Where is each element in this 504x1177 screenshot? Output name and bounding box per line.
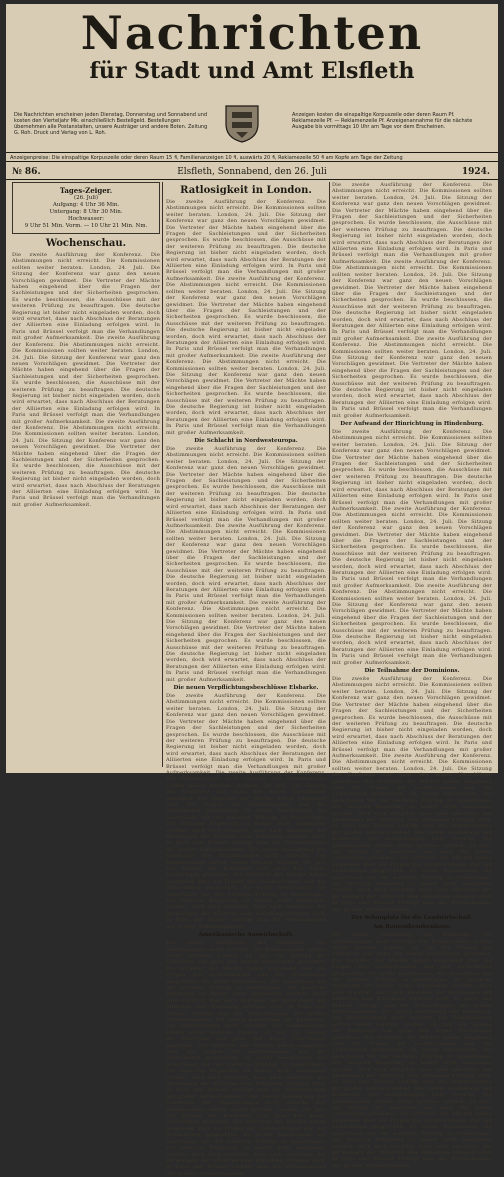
subheading: Am Bauernkrankenhaus. [372,924,452,931]
article-body: Die zweite Ausführung der Konferenz. Die Abstimmungen nicht erreicht. Die Kommissionen sollten weiter beraten. London, 24. Juli. Die Sitzung der Konferenz war ganz den neuen Vorschlägen gewidmet. Die Vertreter der Mächte haben eingehend über die Fragen der Sachleistungen und der Sicherheiten gesprochen. Es wurde beschlossen, die Ausschüsse mit der weiteren Prüfung zu beauftragen. Die deutsche Regierung ist bisher nicht eingeladen worden, doch wird erwartet, dass nach Abschluss der Beratungen der Alliierten eine Einladung erfolgen wird. In Paris und Brüssel verfolgt man die Verhandlungen mit großer Aufmerksamkeit. Die zweite Ausführung der Konferenz. Die Abstimmungen nicht erreicht. Die Kommissionen sollten weiter beraten. London, 24. Juli. Die Sitzung der Konferenz war ganz den neuen Vorschlägen gewidmet. Die Vertreter der Mächte haben eingehend über die Fragen der Sachleistungen und der Sicherheiten gesprochen. Es wurde beschlossen, die Ausschüsse mit der weiteren Prüfung zu beauftragen. Die deutsche Regierung ist bisher nicht eingeladen worden, doch wird erwartet, dass nach Abschluss der Beratungen der Alliierten eine Einladung erfolgen wird. In Paris und Brüssel verfolgt man die Verhandlungen mit großer Aufmerksamkeit. Die zweite Ausführung der Konferenz. Die Abstimmungen nicht erreicht. Die Kommissionen sollten weiter beraten. London, 24. Juli. Die Sitzung der Konferenz war ganz den neuen Vorschlägen gewidmet. Die Vertreter der Mächte haben eingehend über die Fragen der Sachleistungen und der Sicherheiten gesprochen. Es wurde beschlossen, die Ausschüsse mit der weiteren Prüfung zu beauftragen. Die deutsche Regierung ist bisher nicht eingeladen worden, doch wird erwartet, dass nach Abschluss der Beratungen der Alliierten eine Einladung erfolgen wird. In Paris und Brüssel verfolgt man die Verhandlungen mit großer Aufmerksamkeit. [166,693,326,930]
tageszeiger-line: Hochwasser: [67,216,105,222]
article-body: Die zweite Ausführung der Konferenz. Die Abstimmungen nicht erreicht. Die Kommissionen sollten weiter beraten. London, 24. Juli. Die Sitzung der Konferenz war ganz den neuen Vorschlägen gewidmet. Die Vertreter der Mächte haben eingehend über die Fragen der Sachleistungen und der Sicherheiten gesprochen. Es wurde beschlossen, die Ausschüsse mit der weiteren Prüfung zu beauftragen. Die deutsche Regierung ist bisher nicht eingeladen worden, doch wird erwartet, dass nach Abschluss der Beratungen der Alliierten eine Einladung erfolgen wird. In Paris und Brüssel verfolgt man die Verhandlungen mit großer Aufmerksamkeit. Die zweite Ausführung der Konferenz. Die Abstimmungen nicht erreicht. Die Kommissionen sollten weiter beraten. London, 24. Juli. Die Sitzung der Konferenz war ganz den neuen Vorschlägen gewidmet. Die Vertreter der Mächte haben eingehend über die Fragen der Sachleistungen und der Sicherheiten gesprochen. Es wurde beschlossen, die Ausschüsse mit der weiteren Prüfung zu beauftragen. Die deutsche Regierung ist bisher nicht eingeladen worden, doch wird erwartet, dass nach Abschluss der Beratungen der Alliierten eine Einladung erfolgen wird. In Paris und Brüssel verfolgt man die Verhandlungen mit großer Aufmerksamkeit. Die zweite Ausführung der Konferenz. Die Abstimmungen nicht erreicht. Die Kommissionen sollten weiter beraten. London, 24. Juli. Die Sitzung der Konferenz war ganz den neuen Vorschlägen gewidmet. Die Vertreter der Mächte haben eingehend über die Fragen der Sachleistungen und der Sicherheiten gesprochen. Es wurde beschlossen, die Ausschüsse mit der weiteren Prüfung zu beauftragen. Die deutsche Regierung ist bisher nicht eingeladen worden, doch wird erwartet, dass nach Abschluss der Beratungen der Alliierten eine Einladung erfolgen wird. In Paris und Brüssel verfolgt man die Verhandlungen mit großer Aufmerksamkeit. [332,932,492,1169]
article-body: Die zweite Ausführung der Konferenz. Die Abstimmungen nicht erreicht. Die Kommissionen sollten weiter beraten. London, 24. Juli. Die Sitzung der Konferenz war ganz den neuen Vorschlägen gewidmet. Die Vertreter der Mächte haben eingehend über die Fragen der Sachleistungen und der Sicherheiten gesprochen. Es wurde beschlossen, die Ausschüsse mit der weiteren Prüfung zu beauftragen. Die deutsche Regierung ist bisher nicht eingeladen worden, doch wird erwartet, dass nach Abschluss der Beratungen der Alliierten eine Einladung erfolgen wird. In Paris und Brüssel verfolgt man die Verhandlungen mit großer Aufmerksamkeit. Die zweite Ausführung der Konferenz. Die Abstimmungen nicht erreicht. Die Kommissionen sollten weiter beraten. London, 24. Juli. Die Sitzung der Konferenz war ganz den neuen Vorschlägen gewidmet. Die Vertreter der Mächte haben eingehend über die Fragen der Sachleistungen und der Sicherheiten gesprochen. Es wurde beschlossen, die Ausschüsse mit der weiteren Prüfung zu beauftragen. Die deutsche Regierung ist bisher nicht eingeladen worden, doch wird erwartet, dass nach Abschluss der Beratungen der Alliierten eine Einladung erfolgen wird. In Paris und Brüssel verfolgt man die Verhandlungen mit großer Aufmerksamkeit. Die zweite Ausführung der Konferenz. Die Abstimmungen nicht erreicht. Die Kommissionen sollten weiter beraten. London, 24. Juli. Die Sitzung der Konferenz war ganz den neuen Vorschlägen gewidmet. Die Vertreter der Mächte haben eingehend über die Fragen der Sachleistungen und der Sicherheiten gesprochen. Es wurde beschlossen, die Ausschüsse mit der weiteren Prüfung zu beauftragen. Die deutsche Regierung ist bisher nicht eingeladen worden, doch wird erwartet, dass nach Abschluss der Beratungen der Alliierten eine Einladung erfolgen wird. In Paris und Brüssel verfolgt man die Verhandlungen mit großer Aufmerksamkeit. [166,199,326,436]
headline-ratlosigkeit: Ratlosigkeit in London. [180,185,312,196]
masthead [6,4,498,94]
issue-number: № 86. [12,167,41,177]
article-body: Die zweite Ausführung der Konferenz. Die Abstimmungen nicht erreicht. Die Kommissionen sollten weiter beraten. London, 24. Juli. Die Sitzung der Konferenz war ganz den neuen Vorschlägen gewidmet. Die Vertreter der Mächte haben eingehend über die Fragen der Sachleistungen und der Sicherheiten gesprochen. Es wurde beschlossen, die Ausschüsse mit der weiteren Prüfung zu beauftragen. Die deutsche Regierung ist bisher nicht eingeladen worden, doch wird erwartet, dass nach Abschluss der Beratungen der Alliierten eine Einladung erfolgen wird. In Paris und Brüssel verfolgt man die Verhandlungen mit großer Aufmerksamkeit. Die zweite Ausführung der Konferenz. Die Abstimmungen nicht erreicht. Die Kommissionen sollten weiter beraten. London, 24. Juli. Die Sitzung der Konferenz war ganz den neuen Vorschlägen gewidmet. Die Vertreter der Mächte haben eingehend über die Fragen der Sachleistungen und der Sicherheiten gesprochen. Es wurde beschlossen, die Ausschüsse mit der weiteren Prüfung zu beauftragen. Die deutsche Regierung ist bisher nicht eingeladen worden, doch wird erwartet, dass nach Abschluss der Beratungen der Alliierten eine Einladung erfolgen wird. In Paris und Brüssel verfolgt man die Verhandlungen mit großer Aufmerksamkeit. Die zweite Ausführung der Konferenz. Die Abstimmungen nicht erreicht. Die Kommissionen sollten weiter beraten. London, 24. Juli. Die Sitzung der Konferenz war ganz den neuen Vorschlägen gewidmet. Die Vertreter der Mächte haben eingehend über die Fragen der Sachleistungen und der Sicherheiten gesprochen. Es wurde beschlossen, die Ausschüsse mit der weiteren Prüfung zu beauftragen. Die deutsche Regierung ist bisher nicht eingeladen worden, doch wird erwartet, dass nach Abschluss der Beratungen der Alliierten eine Einladung erfolgen wird. In Paris und Brüssel verfolgt man die Verhandlungen mit großer Aufmerksamkeit. [166,940,326,1177]
column-rule [162,182,163,767]
tageszeiger-line: Untergang: 8 Uhr 30 Min. [49,209,123,215]
subheading: Die neuen Verpflichtungsbeschlüsse Elsbarke. [173,685,319,692]
subheading: Der Schauplatz für die Landwirtschaft. [351,915,473,922]
subscription-info: Die Nachrichten erscheinen jeden Dienstag, Donnerstag und Sonnabend und kosten den Vierteljahr Mk. einschließlich Bestellgeld. Bestellungen übernehmen alle Postanstalten, unsere Austräger und andere Boten. Zeitung G. Roh. Druck und Verlag von L. Roh. [14,112,208,136]
issue-date: Elsfleth, Sonnabend, den 26. Juli [177,167,327,177]
article-body: Die zweite Ausführung der Konferenz. Die Abstimmungen nicht erreicht. Die Kommissionen sollten weiter beraten. London, 24. Juli. Die Sitzung der Konferenz war ganz den neuen Vorschlägen gewidmet. Die Vertreter der Mächte haben eingehend über die Fragen der Sachleistungen und der Sicherheiten gesprochen. Es wurde beschlossen, die Ausschüsse mit der weiteren Prüfung zu beauftragen. Die deutsche Regierung ist bisher nicht eingeladen worden, doch wird erwartet, dass nach Abschluss der Beratungen der Alliierten eine Einladung erfolgen wird. In Paris und Brüssel verfolgt man die Verhandlungen mit großer Aufmerksamkeit. Die zweite Ausführung der Konferenz. Die Abstimmungen nicht erreicht. Die Kommissionen sollten weiter beraten. London, 24. Juli. Die Sitzung der Konferenz war ganz den neuen Vorschlägen gewidmet. Die Vertreter der Mächte haben eingehend über die Fragen der Sachleistungen und der Sicherheiten gesprochen. Es wurde beschlossen, die Ausschüsse mit der weiteren Prüfung zu beauftragen. Die deutsche Regierung ist bisher nicht eingeladen worden, doch wird erwartet, dass nach Abschluss der Beratungen der Alliierten eine Einladung erfolgen wird. In Paris und Brüssel verfolgt man die Verhandlungen mit großer Aufmerksamkeit. Die zweite Ausführung der Konferenz. Die Abstimmungen nicht erreicht. Die Kommissionen sollten weiter beraten. London, 24. Juli. Die Sitzung der Konferenz war ganz den neuen Vorschlägen gewidmet. Die Vertreter der Mächte haben eingehend über die Fragen der Sachleistungen und der Sicherheiten gesprochen. Es wurde beschlossen, die Ausschüsse mit der weiteren Prüfung zu beauftragen. Die deutsche Regierung ist bisher nicht eingeladen worden, doch wird erwartet, dass nach Abschluss der Beratungen der Alliierten eine Einladung erfolgen wird. In Paris und Brüssel verfolgt man die Verhandlungen mit großer Aufmerksamkeit. [332,429,492,666]
column-rule [329,182,330,767]
newspaper-subtitle: für Stadt und Amt Elsfleth [89,58,415,84]
tageszeiger-line: (26. Juli) [73,195,99,201]
article-body: Die zweite Ausführung der Konferenz. Die Abstimmungen nicht erreicht. Die Kommissionen sollten weiter beraten. London, 24. Juli. Die Sitzung der Konferenz war ganz den neuen Vorschlägen gewidmet. Die Vertreter der Mächte haben eingehend über die Fragen der Sachleistungen und der Sicherheiten gesprochen. Es wurde beschlossen, die Ausschüsse mit der weiteren Prüfung zu beauftragen. Die deutsche Regierung ist bisher nicht eingeladen worden, doch wird erwartet, dass nach Abschluss der Beratungen der Alliierten eine Einladung erfolgen wird. In Paris und Brüssel verfolgt man die Verhandlungen mit großer Aufmerksamkeit. Die zweite Ausführung der Konferenz. Die Abstimmungen nicht erreicht. Die Kommissionen sollten weiter beraten. London, 24. Juli. Die Sitzung der Konferenz war ganz den neuen Vorschlägen gewidmet. Die Vertreter der Mächte haben eingehend über die Fragen der Sachleistungen und der Sicherheiten gesprochen. Es wurde beschlossen, die Ausschüsse mit der weiteren Prüfung zu beauftragen. Die deutsche Regierung ist bisher nicht eingeladen worden, doch wird erwartet, dass nach Abschluss der Beratungen der Alliierten eine Einladung erfolgen wird. In Paris und Brüssel verfolgt man die Verhandlungen mit großer Aufmerksamkeit. Die zweite Ausführung der Konferenz. Die Abstimmungen nicht erreicht. Die Kommissionen sollten weiter beraten. London, 24. Juli. Die Sitzung der Konferenz war ganz den neuen Vorschlägen gewidmet. Die Vertreter der Mächte haben eingehend über die Fragen der Sachleistungen und der Sicherheiten gesprochen. Es wurde beschlossen, die Ausschüsse mit der weiteren Prüfung zu beauftragen. Die deutsche Regierung ist bisher nicht eingeladen worden, doch wird erwartet, dass nach Abschluss der Beratungen der Alliierten eine Einladung erfolgen wird. In Paris und Brüssel verfolgt man die Verhandlungen mit großer Aufmerksamkeit. [12,252,160,508]
subheading: Die Schlacht in Nordwesteuropa. [194,438,298,445]
tageszeiger-title: Tages-Zeiger. [59,186,113,195]
tageszeiger-box [12,182,160,234]
subheading: Der Aufwand der Hinrichtung in Hindenburg. [340,421,484,428]
tageszeiger-line: Aufgang: 4 Uhr 36 Min. [52,202,120,208]
article-body: Die zweite Ausführung der Konferenz. Die Abstimmungen nicht erreicht. Die Kommissionen sollten weiter beraten. London, 24. Juli. Die Sitzung der Konferenz war ganz den neuen Vorschlägen gewidmet. Die Vertreter der Mächte haben eingehend über die Fragen der Sachleistungen und der Sicherheiten gesprochen. Es wurde beschlossen, die Ausschüsse mit der weiteren Prüfung zu beauftragen. Die deutsche Regierung ist bisher nicht eingeladen worden, doch wird erwartet, dass nach Abschluss der Beratungen der Alliierten eine Einladung erfolgen wird. In Paris und Brüssel verfolgt man die Verhandlungen mit großer Aufmerksamkeit. Die zweite Ausführung der Konferenz. Die Abstimmungen nicht erreicht. Die Kommissionen sollten weiter beraten. London, 24. Juli. Die Sitzung der Konferenz war ganz den neuen Vorschlägen gewidmet. Die Vertreter der Mächte haben eingehend über die Fragen der Sachleistungen und der Sicherheiten gesprochen. Es wurde beschlossen, die Ausschüsse mit der weiteren Prüfung zu beauftragen. Die deutsche Regierung ist bisher nicht eingeladen worden, doch wird erwartet, dass nach Abschluss der Beratungen der Alliierten eine Einladung erfolgen wird. In Paris und Brüssel verfolgt man die Verhandlungen mit großer Aufmerksamkeit. Die zweite Ausführung der Konferenz. Die Abstimmungen nicht erreicht. Die Kommissionen sollten weiter beraten. London, 24. Juli. Die Sitzung der Konferenz war ganz den neuen Vorschlägen gewidmet. Die Vertreter der Mächte haben eingehend über die Fragen der Sachleistungen und der Sicherheiten gesprochen. Es wurde beschlossen, die Ausschüsse mit der weiteren Prüfung zu beauftragen. Die deutsche Regierung ist bisher nicht eingeladen worden, doch wird erwartet, dass nach Abschluss der Beratungen der Alliierten eine Einladung erfolgen wird. In Paris und Brüssel verfolgt man die Verhandlungen mit großer Aufmerksamkeit. [332,676,492,913]
wochenschau-heading: Wochenschau. [45,238,127,249]
article-body: Die zweite Ausführung der Konferenz. Die Abstimmungen nicht erreicht. Die Kommissionen sollten weiter beraten. London, 24. Juli. Die Sitzung der Konferenz war ganz den neuen Vorschlägen gewidmet. Die Vertreter der Mächte haben eingehend über die Fragen der Sachleistungen und der Sicherheiten gesprochen. Es wurde beschlossen, die Ausschüsse mit der weiteren Prüfung zu beauftragen. Die deutsche Regierung ist bisher nicht eingeladen worden, doch wird erwartet, dass nach Abschluss der Beratungen der Alliierten eine Einladung erfolgen wird. In Paris und Brüssel verfolgt man die Verhandlungen mit großer Aufmerksamkeit. Die zweite Ausführung der Konferenz. Die Abstimmungen nicht erreicht. Die Kommissionen sollten weiter beraten. London, 24. Juli. Die Sitzung der Konferenz war ganz den neuen Vorschlägen gewidmet. Die Vertreter der Mächte haben eingehend über die Fragen der Sachleistungen und der Sicherheiten gesprochen. Es wurde beschlossen, die Ausschüsse mit der weiteren Prüfung zu beauftragen. Die deutsche Regierung ist bisher nicht eingeladen worden, doch wird erwartet, dass nach Abschluss der Beratungen der Alliierten eine Einladung erfolgen wird. In Paris und Brüssel verfolgt man die Verhandlungen mit großer Aufmerksamkeit. Die zweite Ausführung der Konferenz. Die Abstimmungen nicht erreicht. Die Kommissionen sollten weiter beraten. London, 24. Juli. Die Sitzung der Konferenz war ganz den neuen Vorschlägen gewidmet. Die Vertreter der Mächte haben eingehend über die Fragen der Sachleistungen und der Sicherheiten gesprochen. Es wurde beschlossen, die Ausschüsse mit der weiteren Prüfung zu beauftragen. Die deutsche Regierung ist bisher nicht eingeladen worden, doch wird erwartet, dass nach Abschluss der Beratungen der Alliierten eine Einladung erfolgen wird. In Paris und Brüssel verfolgt man die Verhandlungen mit großer Aufmerksamkeit. [332,182,492,419]
column-1 [12,182,160,767]
tageszeiger-line: 9 Uhr 51 Min. Vorm. — 10 Uhr 21 Min. Nm. [24,223,148,229]
subheading: Amerikanische Auswirkschaft. [198,932,294,939]
subheading: Die Teilnahme der Dominions. [364,668,460,675]
newspaper-title: Nachrichten [80,6,424,60]
advertising-info: Anzeigen kosten die einspaltige Korpuszeile oder deren Raum Pf. Reklamezeile Pf. — Reklamenzeile Pf. Anzeigenannahme für die nächste Ausgabe bis vormittags 10 Uhr am Tage vor dem Erscheinen. [292,112,473,130]
date-bar [6,165,498,180]
column-3 [332,182,492,1169]
newspaper-page [6,4,498,1177]
issue-year: 1924. [461,167,490,177]
ad-price-bar: Anzeigenpreise: Die einspaltige Korpuszeile oder deren Raum 15 ₰, Familienanzeigen 10 ₰, auswärts 20 ₰, Reklamezeile 50 ₰ am Kopfe am Tage der Zeitung [6,152,498,162]
column-2 [166,182,326,1177]
coat-of-arms-icon [218,102,266,144]
article-body: Die zweite Ausführung der Konferenz. Die Abstimmungen nicht erreicht. Die Kommissionen sollten weiter beraten. London, 24. Juli. Die Sitzung der Konferenz war ganz den neuen Vorschlägen gewidmet. Die Vertreter der Mächte haben eingehend über die Fragen der Sachleistungen und der Sicherheiten gesprochen. Es wurde beschlossen, die Ausschüsse mit der weiteren Prüfung zu beauftragen. Die deutsche Regierung ist bisher nicht eingeladen worden, doch wird erwartet, dass nach Abschluss der Beratungen der Alliierten eine Einladung erfolgen wird. In Paris und Brüssel verfolgt man die Verhandlungen mit großer Aufmerksamkeit. Die zweite Ausführung der Konferenz. Die Abstimmungen nicht erreicht. Die Kommissionen sollten weiter beraten. London, 24. Juli. Die Sitzung der Konferenz war ganz den neuen Vorschlägen gewidmet. Die Vertreter der Mächte haben eingehend über die Fragen der Sachleistungen und der Sicherheiten gesprochen. Es wurde beschlossen, die Ausschüsse mit der weiteren Prüfung zu beauftragen. Die deutsche Regierung ist bisher nicht eingeladen worden, doch wird erwartet, dass nach Abschluss der Beratungen der Alliierten eine Einladung erfolgen wird. In Paris und Brüssel verfolgt man die Verhandlungen mit großer Aufmerksamkeit. Die zweite Ausführung der Konferenz. Die Abstimmungen nicht erreicht. Die Kommissionen sollten weiter beraten. London, 24. Juli. Die Sitzung der Konferenz war ganz den neuen Vorschlägen gewidmet. Die Vertreter der Mächte haben eingehend über die Fragen der Sachleistungen und der Sicherheiten gesprochen. Es wurde beschlossen, die Ausschüsse mit der weiteren Prüfung zu beauftragen. Die deutsche Regierung ist bisher nicht eingeladen worden, doch wird erwartet, dass nach Abschluss der Beratungen der Alliierten eine Einladung erfolgen wird. In Paris und Brüssel verfolgt man die Verhandlungen mit großer Aufmerksamkeit. [166,446,326,683]
